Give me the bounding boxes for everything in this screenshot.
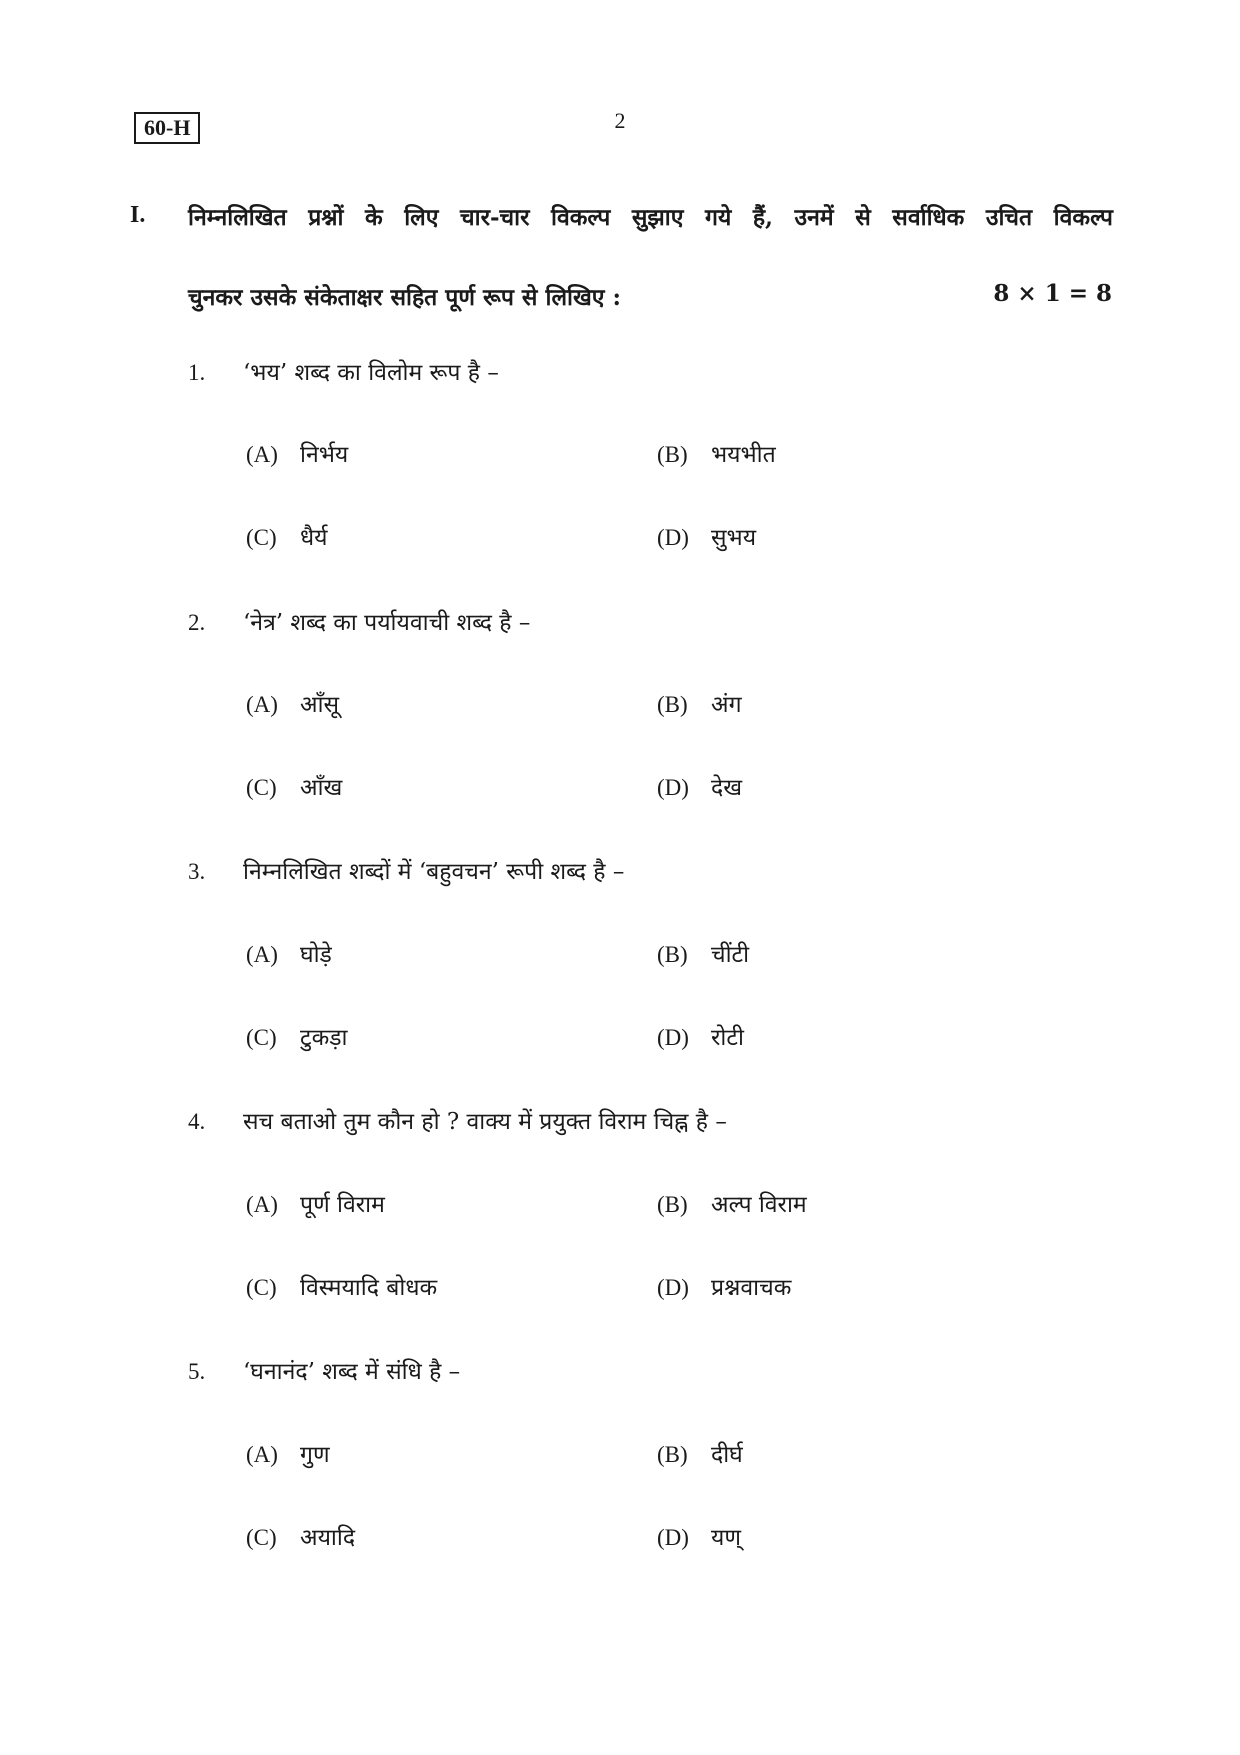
question-number: 3. xyxy=(188,859,206,884)
question-3-option-a xyxy=(246,938,332,972)
question-2-option-b xyxy=(657,688,742,722)
question-4-option-b xyxy=(657,1188,807,1222)
question-5-option-b xyxy=(657,1438,743,1472)
option-letter: (D) xyxy=(657,525,689,550)
option-letter: (B) xyxy=(657,1442,688,1467)
option-text: टुकड़ा xyxy=(300,1025,348,1051)
option-text: घोड़े xyxy=(300,942,332,968)
section-marks: 8 × 1 = 8 xyxy=(993,280,1112,307)
option-letter: (C) xyxy=(246,775,277,800)
option-letter: (B) xyxy=(657,442,688,467)
question-5 xyxy=(188,1355,460,1389)
option-letter: (C) xyxy=(246,1025,277,1050)
question-text: ‘नेत्र’ शब्द का पर्यायवाची शब्द है – xyxy=(243,610,531,636)
option-letter: (C) xyxy=(246,1275,277,1300)
question-1 xyxy=(188,356,499,390)
option-letter: (C) xyxy=(246,1525,277,1550)
option-text: गुण xyxy=(300,1442,330,1468)
section-numeral: I. xyxy=(130,202,146,228)
option-text: रोटी xyxy=(711,1025,744,1051)
question-1-option-b xyxy=(657,438,776,472)
paper-code: 60-H xyxy=(134,112,200,144)
option-letter: (D) xyxy=(657,1525,689,1550)
option-letter: (A) xyxy=(246,692,278,717)
question-2-option-c xyxy=(246,771,342,805)
question-2-option-a xyxy=(246,688,339,722)
option-letter: (D) xyxy=(657,1275,689,1300)
page-number: 2 xyxy=(614,108,626,133)
question-3 xyxy=(188,855,624,889)
question-4-option-c xyxy=(246,1271,437,1305)
question-4-option-a xyxy=(246,1188,385,1222)
option-text: प्रश्नवाचक xyxy=(711,1275,792,1301)
option-letter: (A) xyxy=(246,942,278,967)
option-text: दीर्घ xyxy=(711,1442,743,1468)
question-text: सच बताओ तुम कौन हो ? वाक्य में प्रयुक्त विराम चिह्न है – xyxy=(243,1109,727,1135)
option-letter: (A) xyxy=(246,1192,278,1217)
option-text: अयादि xyxy=(300,1525,356,1551)
section-instruction-line-1: निम्नलिखित प्रश्नों के लिए चार-चार विकल्प सुझाए गये हैं, उनमें से सर्वाधिक उचित विकल्प xyxy=(188,204,1113,231)
question-number: 4. xyxy=(188,1109,206,1134)
option-text: चींटी xyxy=(711,942,750,968)
option-letter: (A) xyxy=(246,1442,278,1467)
option-letter: (B) xyxy=(657,692,688,717)
question-1-option-a xyxy=(246,438,348,472)
option-text: विस्मयादि बोधक xyxy=(300,1275,438,1301)
option-letter: (B) xyxy=(657,1192,688,1217)
question-1-option-c xyxy=(246,521,328,555)
question-3-option-b xyxy=(657,938,749,972)
question-4-option-d xyxy=(657,1271,791,1305)
option-letter: (A) xyxy=(246,442,278,467)
option-text: आँख xyxy=(300,775,343,801)
question-5-option-a xyxy=(246,1438,330,1472)
option-text: यण् xyxy=(711,1525,741,1551)
option-text: देख xyxy=(711,775,743,801)
option-letter: (B) xyxy=(657,942,688,967)
section-instruction-line-2: चुनकर उसके संकेताक्षर सहित पूर्ण रूप से लिखिए : xyxy=(188,284,622,311)
question-5-option-d xyxy=(657,1521,741,1555)
question-2 xyxy=(188,606,530,640)
question-3-option-c xyxy=(246,1021,348,1055)
question-3-option-d xyxy=(657,1021,744,1055)
option-letter: (D) xyxy=(657,1025,689,1050)
option-text: अंग xyxy=(711,692,742,718)
option-letter: (C) xyxy=(246,525,277,550)
option-letter: (D) xyxy=(657,775,689,800)
option-text: धैर्य xyxy=(300,525,328,551)
question-text: निम्नलिखित शब्दों में ‘बहुवचन’ रूपी शब्द है – xyxy=(243,859,625,885)
option-text: अल्प विराम xyxy=(711,1192,807,1218)
option-text: पूर्ण विराम xyxy=(300,1192,385,1218)
question-5-option-c xyxy=(246,1521,355,1555)
option-text: निर्भय xyxy=(300,442,349,468)
question-text: ‘भय’ शब्द का विलोम रूप है – xyxy=(243,360,499,386)
question-4 xyxy=(188,1105,727,1139)
question-2-option-d xyxy=(657,771,742,805)
question-1-option-d xyxy=(657,521,756,555)
option-text: सुभय xyxy=(711,525,757,551)
option-text: आँसू xyxy=(300,692,340,718)
question-number: 1. xyxy=(188,360,206,385)
question-number: 5. xyxy=(188,1359,206,1384)
question-number: 2. xyxy=(188,610,206,635)
option-text: भयभीत xyxy=(711,442,776,468)
question-text: ‘घनानंद’ शब्द में संधि है – xyxy=(243,1359,461,1385)
